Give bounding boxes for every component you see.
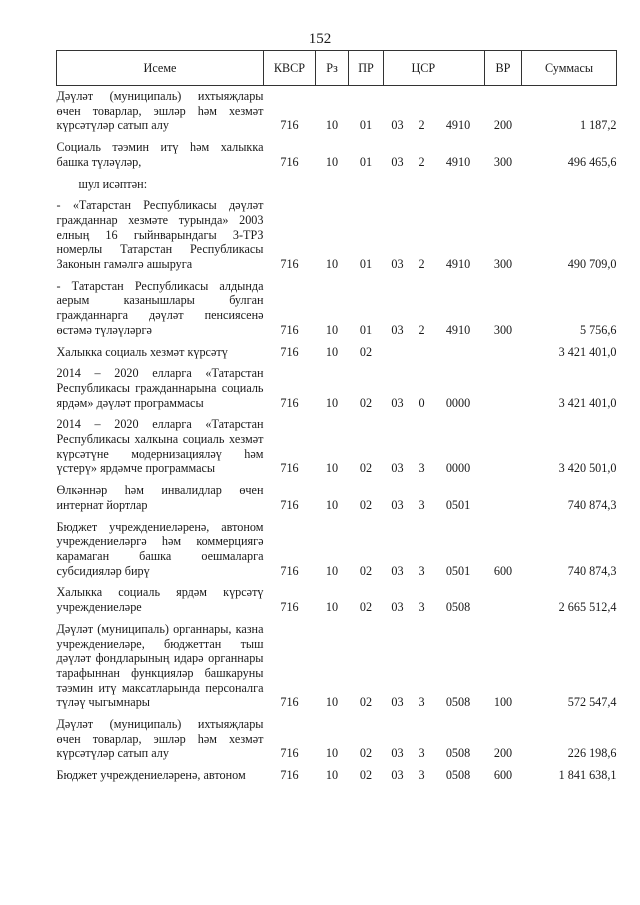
header-csr: ЦСР	[412, 51, 432, 86]
row-csr-program: 03	[391, 154, 404, 169]
header-vr: ВР	[485, 51, 522, 86]
row-csr-program: 03	[391, 600, 404, 615]
row-kvsr: 716	[280, 600, 299, 615]
row-csr-program: 03	[391, 395, 404, 410]
row-csr-program: 03	[391, 563, 404, 578]
row-csr-code: 0000	[445, 461, 471, 476]
row-csr-program: 03	[391, 322, 404, 337]
row-sum: 572 547,4	[567, 695, 617, 710]
row-sum: 740 874,3	[567, 563, 617, 578]
row-csr-subprogram: 2	[418, 257, 425, 272]
row-vr: 300	[493, 154, 513, 169]
row-csr-program: 03	[391, 118, 404, 133]
header-sum: Суммасы	[522, 51, 617, 86]
row-kvsr: 716	[280, 497, 299, 512]
row-csr-program: 03	[391, 695, 404, 710]
row-name: Бюджет учреждениеләренә, автоном	[56, 768, 246, 783]
row-csr-program: 03	[391, 497, 404, 512]
row-csr-program: 03	[391, 461, 404, 476]
header-csr-right	[432, 51, 485, 86]
row-csr-subprogram: 2	[418, 154, 425, 169]
table-row	[57, 133, 617, 169]
row-pr: 02	[359, 344, 373, 359]
table-row	[57, 359, 617, 410]
row-pr: 02	[359, 600, 373, 615]
row-csr-code: 0501	[445, 497, 471, 512]
row-kvsr: 716	[280, 563, 299, 578]
row-pr: 02	[359, 563, 373, 578]
row-csr-subprogram: 3	[418, 563, 425, 578]
table-row	[57, 476, 617, 512]
row-csr-subprogram: 0	[418, 395, 425, 410]
row-rz: 10	[325, 600, 339, 615]
row-vr: 100	[493, 695, 513, 710]
row-name: - Татарстан Республикасы алдында аерым казанышлары булган гражданнарга дәүләт пенсиясенә өстәмә түләүләргә	[56, 278, 264, 337]
table-header-row	[57, 51, 617, 86]
row-kvsr: 716	[280, 768, 299, 783]
row-rz: 10	[325, 322, 339, 337]
row-name: Социаль тәэмин итү һәм халыкка башка түләүләр,	[56, 140, 264, 169]
row-sum: 3 420 501,0	[558, 461, 617, 476]
table-row	[57, 578, 617, 614]
table-row	[57, 710, 617, 761]
row-csr-subprogram: 2	[418, 322, 425, 337]
table-row	[57, 513, 617, 579]
row-kvsr: 716	[280, 695, 299, 710]
row-kvsr: 716	[280, 395, 299, 410]
table-row	[57, 761, 617, 783]
row-csr-subprogram: 3	[418, 600, 425, 615]
row-csr-program	[384, 338, 412, 360]
row-sum: 1 187,2	[579, 118, 617, 133]
row-name: 2014 – 2020 елларга «Татарстан Республикасы гражданнарына социаль ярдәм» дәүләт программасы	[56, 366, 264, 410]
table-row	[57, 170, 617, 192]
row-vr	[485, 359, 522, 410]
row-pr: 01	[359, 322, 373, 337]
row-vr: 200	[493, 746, 513, 761]
table-row	[57, 615, 617, 710]
row-kvsr: 716	[280, 118, 299, 133]
row-csr-code: 0000	[445, 395, 471, 410]
row-csr-code: 0508	[445, 768, 471, 783]
row-pr: 02	[359, 768, 373, 783]
row-rz: 10	[325, 154, 339, 169]
budget-table	[56, 50, 617, 783]
row-pr: 02	[359, 746, 373, 761]
row-sum: 490 709,0	[567, 257, 617, 272]
row-csr-code: 4910	[445, 118, 471, 133]
header-rz: Рз	[316, 51, 349, 86]
row-kvsr: 716	[280, 461, 299, 476]
table-row	[57, 272, 617, 338]
row-csr-code: 0508	[445, 600, 471, 615]
row-rz: 10	[325, 497, 339, 512]
row-name: Өлкәннәр һәм инвалидлар өчен интернат йортлар	[56, 483, 264, 512]
row-csr-program: 03	[391, 746, 404, 761]
row-rz: 10	[325, 768, 339, 783]
page-number: 152	[308, 31, 332, 47]
header-pr: ПР	[349, 51, 384, 86]
row-csr-subprogram	[412, 338, 432, 360]
row-csr-code	[432, 338, 485, 360]
row-csr-subprogram: 2	[418, 118, 425, 133]
row-name: Дәүләт (муниципаль) ихтыяҗлары өчен товарлар, эшләр һәм хезмәт күрсәтүләр сатып алу	[56, 717, 264, 761]
row-sum: 3 421 401,0	[558, 395, 617, 410]
row-name: Бюджет учреждениеләренә, автоном учреждениеләргә һәм коммерциягә карамаган башка оешмаларга субсидияләр бирү	[56, 519, 264, 578]
row-kvsr: 716	[280, 257, 299, 272]
row-sum: 740 874,3	[567, 497, 617, 512]
row-csr-code: 0501	[445, 563, 471, 578]
row-csr-code: 4910	[445, 322, 471, 337]
row-vr: 600	[493, 768, 513, 783]
row-sum: 226 198,6	[567, 746, 617, 761]
row-vr: 600	[493, 563, 513, 578]
row-rz: 10	[325, 746, 339, 761]
row-csr-subprogram: 3	[418, 461, 425, 476]
row-pr: 02	[359, 695, 373, 710]
row-name: Халыкка социаль хезмәт күрсәтү	[56, 344, 228, 359]
row-pr: 02	[359, 461, 373, 476]
row-csr-program: 03	[391, 257, 404, 272]
row-csr-code: 0508	[445, 695, 471, 710]
row-csr-code: 4910	[445, 257, 471, 272]
row-kvsr: 716	[280, 154, 299, 169]
table-row	[57, 86, 617, 134]
row-vr	[485, 170, 522, 192]
row-name: Халыкка социаль ярдәм күрсәтү учреждениеләре	[56, 585, 264, 615]
row-pr	[349, 170, 384, 192]
row-pr: 02	[359, 497, 373, 512]
row-csr-code: 4910	[445, 154, 471, 169]
row-csr-program	[384, 170, 412, 192]
row-csr-code: 0508	[445, 746, 471, 761]
row-rz: 10	[325, 695, 339, 710]
row-sum: 1 841 638,1	[558, 768, 617, 783]
row-rz: 10	[325, 257, 339, 272]
row-csr-code	[432, 170, 485, 192]
row-kvsr: 716	[280, 344, 299, 359]
row-rz: 10	[325, 461, 339, 476]
row-vr	[485, 410, 522, 476]
row-sum: 3 421 401,0	[558, 344, 617, 359]
row-vr: 200	[493, 118, 513, 133]
header-kvsr: КВСР	[264, 51, 316, 86]
row-vr	[485, 476, 522, 512]
row-sum	[522, 170, 617, 192]
table-row	[57, 191, 617, 272]
row-kvsr: 716	[280, 322, 299, 337]
row-pr: 01	[359, 118, 373, 133]
row-csr-subprogram: 3	[418, 746, 425, 761]
row-csr-program: 03	[391, 768, 404, 783]
row-csr-subprogram: 3	[418, 695, 425, 710]
row-rz	[316, 170, 349, 192]
header-csr-left	[384, 51, 412, 86]
row-vr: 300	[493, 257, 513, 272]
row-rz: 10	[325, 118, 339, 133]
row-name: Дәүләт (муниципаль) органнары, казна учреждениеләре, бюджеттан тыш дәүләт фондларының идарә органнары тарафыннан функцияләр башкаруны тәэмин итү максатларында персоналга түләү чыгымнары	[56, 621, 264, 710]
row-rz: 10	[325, 563, 339, 578]
row-name: - «Татарстан Республикасы дәүләт гражданнар хезмәте турында» 2003 елның 16 гыйнварындагы 3-ТРЗ номерлы Татарстан Республикасы Законын гамәлгә ашыруга	[56, 198, 264, 272]
row-sum: 5 756,6	[579, 322, 617, 337]
row-csr-subprogram	[412, 170, 432, 192]
row-rz: 10	[325, 344, 339, 359]
row-name: шул исәптән:	[78, 176, 148, 191]
row-name: 2014 – 2020 елларга «Татарстан Республикасы халкына социаль хезмәт күрсәтүне модернизацияләү һәм үстерү» ярдәмче программасы	[56, 417, 264, 476]
row-kvsr: 716	[280, 746, 299, 761]
row-pr: 01	[359, 257, 373, 272]
row-kvsr	[264, 170, 316, 192]
row-csr-subprogram: 3	[418, 497, 425, 512]
row-csr-subprogram: 3	[418, 768, 425, 783]
row-rz: 10	[325, 395, 339, 410]
row-pr: 02	[359, 395, 373, 410]
row-pr: 01	[359, 154, 373, 169]
row-sum: 496 465,6	[567, 154, 617, 169]
row-vr: 300	[493, 322, 513, 337]
row-vr	[485, 338, 522, 360]
row-sum: 2 665 512,4	[558, 600, 617, 615]
row-name: Дәүләт (муниципаль) ихтыяҗлары өчен товарлар, эшләр һәм хезмәт күрсәтүләр сатып алу	[56, 89, 264, 133]
header-name: Исеме	[57, 51, 264, 86]
table-row	[57, 338, 617, 360]
table-row	[57, 410, 617, 476]
row-vr	[485, 578, 522, 614]
